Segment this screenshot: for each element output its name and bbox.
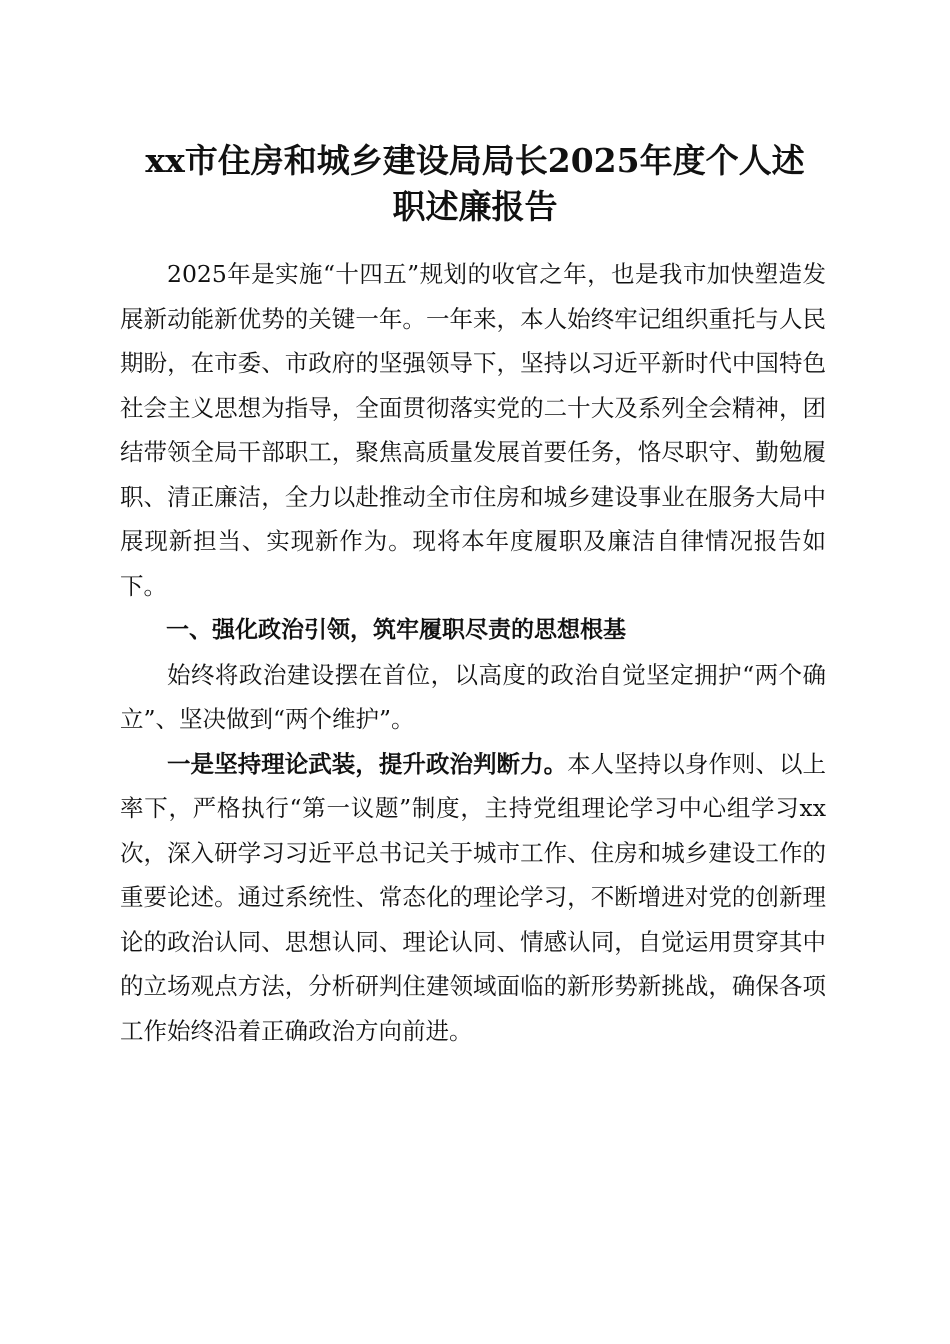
report-title bbox=[100, 138, 850, 230]
intro-paragraph: 2025年是实施“十四五”规划的收官之年，也是我市加快塑造发展新动能新优势的关键一年。一年来，本人始终牢记组织重托与人民期盼，在市委、市政府的坚强领导下，坚持以习近平新时代中国特色社会主义思想为指导，全面贯彻落实党的二十大及系列全会精神，团结带领全局干部职工，聚焦高质量发展首要任务，恪尽职守、勤勉履职、清正廉洁，全力以赴推动全市住房和城乡建设事业在服务大局中展现新担当、实现新作为。现将本年度履职及廉洁自律情况报告如下。 bbox=[120, 260, 826, 600]
section-1-heading: 一、强化政治引领，筑牢履职尽责的思想根基 bbox=[166, 617, 626, 643]
report-body bbox=[120, 252, 826, 1053]
report-title-line-2: 职述廉报告 bbox=[392, 187, 558, 226]
point-1-paragraph bbox=[120, 742, 826, 1054]
section-1-intro-paragraph: 始终将政治建设摆在首位，以高度的政治自觉坚定拥护“两个确立”、坚决做到“两个维护”。 bbox=[120, 660, 826, 733]
point-1-body: 本人坚持以身作则、以上率下，严格执行“第一议题”制度，主持党组理论学习中心组学习xx次，深入研学习习近平总书记关于城市工作、住房和城乡建设工作的重要论述。通过系统性、常态化的理论学习，不断增进对党的创新理论的政治认同、思想认同、理论认同、情感认同，自觉运用贯穿其中的立场观点方法，分析研判住建领域面临的新形势新挑战，确保各项工作始终沿着正确政治方向前进。 bbox=[120, 749, 827, 1045]
report-title-line-1: xx市住房和城乡建设局局长2025年度个人述 bbox=[145, 141, 805, 180]
point-1-lead: 一是坚持理论武装，提升政治判断力。 bbox=[167, 749, 568, 778]
